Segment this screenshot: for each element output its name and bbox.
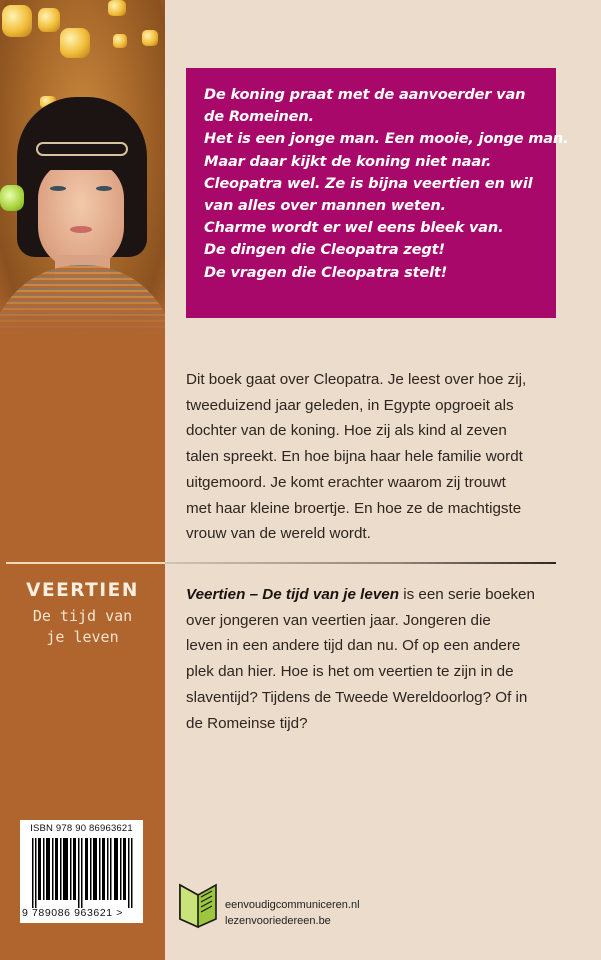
isbn-label: ISBN 978 90 86963621: [30, 823, 133, 834]
gem-decoration: [142, 30, 158, 46]
quote-line: De dingen die Cleopatra zegt!: [204, 241, 445, 259]
description-line: uitgemoord. Je komt erachter waarom zij trouwt: [186, 473, 506, 491]
lips: [70, 226, 92, 233]
quote-line: van alles over mannen weten.: [204, 197, 446, 215]
divider-line: [165, 562, 556, 564]
quote-line: de Romeinen.: [204, 108, 314, 126]
series-description-text: is een serie boeken: [399, 586, 535, 603]
quote-line: Het is een jonge man. Een mooie, jonge man.: [204, 130, 569, 148]
open-book-icon: [178, 879, 218, 929]
eye: [96, 186, 112, 191]
gem-decoration: [38, 8, 60, 32]
book-description: [186, 367, 558, 547]
quote-line: De vragen die Cleopatra stelt!: [204, 263, 448, 281]
description-line: Dit boek gaat over Cleopatra. Je leest over hoe zij,: [186, 371, 527, 388]
tiara: [36, 142, 128, 156]
series-title-inline: Veertien – De tijd van je leven: [186, 586, 399, 603]
quote-box: [186, 68, 569, 318]
description-line: dochter van de koning. Hoe zij als kind al zeven: [186, 422, 507, 440]
gem-decoration: [113, 34, 127, 48]
series-description-line: de Romeinse tijd?: [186, 714, 308, 732]
eye: [50, 186, 66, 191]
description-line: met haar kleine broertje. En hoe ze de machtigste: [186, 499, 522, 517]
description-line: tweeduizend jaar geleden, in Egypte opgroeit als: [186, 396, 514, 414]
quote-line: Maar daar kijkt de koning niet naar.: [204, 152, 492, 170]
quote-line: Cleopatra wel. Ze is bijna veertien en wil: [204, 174, 533, 192]
series-description: [186, 582, 558, 736]
description-line: talen spreekt. En hoe bijna haar hele familie wordt: [186, 448, 523, 466]
series-description-line: leven in een andere tijd dan nu. Of op een andere: [186, 637, 521, 655]
cover-portrait-image: [0, 0, 165, 335]
series-description-line: [186, 582, 558, 608]
barcode-icon: [32, 838, 134, 908]
series-subtitle-line: De tijd van: [32, 607, 133, 625]
isbn-barcode: [20, 820, 143, 923]
publisher-websites: [225, 897, 360, 929]
series-description-line: slaventijd? Tijdens de Tweede Wereldoorlog? Of in: [186, 688, 528, 706]
quote-line: De koning praat met de aanvoerder van: [204, 86, 526, 103]
gem-decoration: [2, 5, 32, 37]
divider-line: [6, 562, 165, 564]
gem-decoration: [60, 28, 90, 58]
publisher-website-link[interactable]: eenvoudigcommuniceren.nl: [225, 899, 360, 911]
series-subtitle-line: je leven: [46, 628, 119, 646]
gem-decoration: [108, 0, 126, 16]
series-description-line: over jongeren van veertien jaar. Jongeren die: [186, 611, 491, 629]
series-description-line: plek dan hier. Hoe is het om veertien te zijn in de: [186, 663, 514, 681]
series-subtitle: [0, 606, 165, 648]
image-fade: [0, 295, 165, 335]
quote-line: Charme wordt er wel eens bleek van.: [204, 219, 504, 237]
description-line: vrouw van de wereld wordt.: [186, 525, 371, 543]
isbn-number: 9 789086 963621 >: [22, 907, 123, 919]
series-name: VEERTIEN: [26, 580, 139, 601]
green-gem-decoration: [0, 185, 24, 211]
face: [38, 160, 124, 270]
publisher-website-link[interactable]: lezenvooriedereen.be: [225, 915, 331, 927]
